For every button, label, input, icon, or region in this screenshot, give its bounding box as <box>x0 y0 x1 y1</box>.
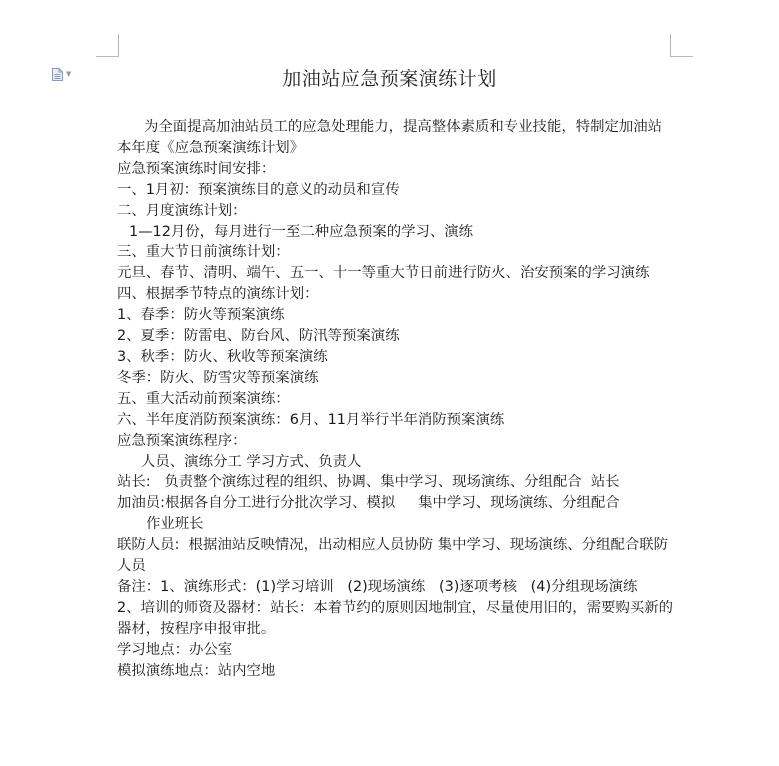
drill-location: 模拟演练地点：站内空地 <box>117 662 276 679</box>
document-body <box>117 117 673 681</box>
document-title: 加油站应急预案演练计划 <box>282 68 497 90</box>
procedure-attendant-responsible: 作业班长 <box>146 516 204 533</box>
season-spring: 1、春季：防火等预案演练 <box>117 307 285 324</box>
schedule-heading: 应急预案演练时间安排： <box>117 160 276 177</box>
procedure-heading: 应急预案演练程序： <box>117 432 247 449</box>
chevron-down-icon: ▼ <box>66 70 72 78</box>
procedure-security-staff: 联防人员: 根据油站反映情况，出动相应人员协防 集中学习、现场演练、分组配合联防人员 <box>117 537 669 575</box>
procedure-columns: 人员、演练分工 学习方式、负责人 <box>141 453 362 470</box>
season-summer: 2、夏季：防雷电、防台风、防汛等预案演练 <box>117 328 400 345</box>
schedule-item-3: 三、重大节日前演练计划： <box>117 244 290 261</box>
procedure-station-manager: 站长: 负责整个演练过程的组织、协调、集中学习、现场演练、分组配合 站长 <box>117 474 620 491</box>
page-margin-mark-top-left <box>96 34 119 57</box>
procedure-attendant: 加油员:根据各自分工进行分批次学习、模拟 集中学习、现场演练、分组配合 <box>117 495 620 512</box>
schedule-item-6: 六、半年度消防预案演练：6月、11月举行半年消防预案演练 <box>117 411 505 428</box>
schedule-item-5: 五、重大活动前预案演练： <box>117 390 290 407</box>
schedule-item-1: 一、1月初：预案演练目的意义的动员和宣传 <box>117 181 400 198</box>
remarks-forms: 备注：1、演练形式：(1)学习培训 (2)现场演练 (3)逐项考核 (4)分组现场演练 <box>117 578 638 595</box>
schedule-item-4: 四、根据季节特点的演练计划： <box>117 286 319 303</box>
season-winter: 冬季：防火、防雪灾等预案演练 <box>117 369 319 386</box>
study-location: 学习地点：办公室 <box>117 641 233 658</box>
page-margin-mark-top-right <box>670 34 693 57</box>
intro-paragraph: 为全面提高加油站员工的应急处理能力，提高整体素质和专业技能，特制定加油站本年度《应急预案演练计划》 <box>117 119 663 156</box>
season-autumn: 3、秋季：防火、秋收等预案演练 <box>117 348 328 365</box>
remarks-training-resources: 2、培训的师资及器材：站长：本着节约的原则因地制宜，尽量使用旧的，需要购买新的器材，按程序申报审批。 <box>117 599 674 637</box>
holiday-plan-detail: 元旦、春节、清明、端午、五一、十一等重大节日前进行防火、治安预案的学习演练 <box>117 265 650 282</box>
monthly-plan-detail: 1—12月份，每月进行一至二种应急预案的学习、演练 <box>129 223 474 240</box>
schedule-item-2: 二、月度演练计划： <box>117 202 247 219</box>
